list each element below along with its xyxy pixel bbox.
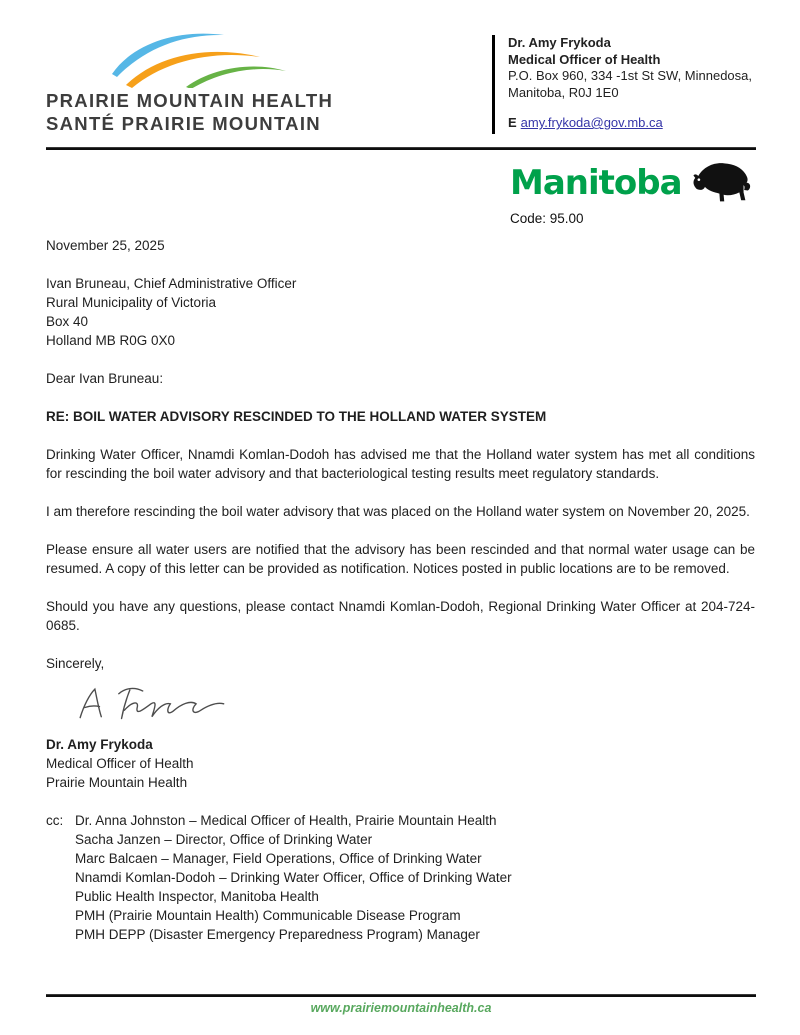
letter-body [0,226,800,944]
paragraph: Should you have any questions, please contact Nnamdi Komlan-Dodoh, Regional Drinking Water Officer at 204-724-0685. [46,599,755,633]
cc-item: Dr. Anna Johnston – Medical Officer of Health, Prairie Mountain Health [75,813,497,828]
cc-item: PMH (Prairie Mountain Health) Communicable Disease Program [75,908,461,923]
cc-section [46,811,755,944]
closing: Sincerely, [46,656,105,671]
code-label: Code: 95.00 [510,211,584,226]
contact-address-line1: P.O. Box 960, 334 -1st St SW, Minnedosa, [508,68,753,83]
pmh-logo-line1: PRAIRIE MOUNTAIN HEALTH [46,90,334,111]
header-divider [46,147,756,150]
cc-item: Nnamdi Komlan-Dodoh – Drinking Water Officer, Office of Drinking Water [75,870,512,885]
signer-title: Medical Officer of Health [46,756,194,771]
recipient-line: Box 40 [46,314,89,329]
manitoba-block [46,156,760,226]
cc-item: Public Health Inspector, Manitoba Health [75,889,319,904]
cc-item: Marc Balcaen – Manager, Field Operations, Office of Drinking Water [75,851,482,866]
contact-name: Dr. Amy Frykoda [508,35,611,50]
signature-image [70,679,232,725]
letter-date: November 25, 2025 [46,238,165,253]
contact-card [492,35,756,134]
contact-title: Medical Officer of Health [508,51,661,67]
bison-icon [688,156,760,210]
pmh-logo-line2: SANTÉ PRAIRIE MOUNTAIN [46,113,321,134]
letterhead [0,0,800,134]
paragraph: I am therefore rescinding the boil water advisory that was placed on the Holland water system on November 20, 2025. [46,504,750,519]
signer-org: Prairie Mountain Health [46,775,188,790]
paragraph: Please ensure all water users are notified that the advisory has been rescinded and that normal water usage can be resumed. A copy of this letter can be provided as notification. Notices posted in public locations are to be removed. [46,542,755,576]
manitoba-wordmark: Manitoba [510,163,682,203]
manitoba-logo [510,156,760,210]
cc-item: Sacha Janzen – Director, Office of Drinking Water [75,832,373,847]
email-link[interactable]: amy.frykoda@gov.mb.ca [520,115,663,130]
contact-address-line2: Manitoba, R0J 1E0 [508,84,619,100]
pmh-arcs-icon [110,28,306,88]
paragraph: Drinking Water Officer, Nnamdi Komlan-Dodoh has advised me that the Holland water system has met all conditions for rescinding the boil water advisory and that bacteriological testing results meet regulatory standards. [46,447,755,481]
recipient-address [46,274,755,350]
signer-name: Dr. Amy Frykoda [46,737,153,752]
recipient-line: Holland MB R0G 0X0 [46,333,176,348]
email-label: E [508,115,517,130]
pmh-logo [46,28,476,134]
cc-label: cc: [46,813,64,828]
cc-item: PMH DEPP (Disaster Emergency Preparedness Program) Manager [75,927,480,942]
recipient-line: Ivan Bruneau, Chief Administrative Officer [46,276,297,291]
salutation: Dear Ivan Bruneau: [46,371,164,386]
footer-divider [46,994,756,997]
contact-email-row [508,115,756,132]
footer-url: www.prairiemountainhealth.ca [310,1001,492,1015]
cc-list [75,811,512,944]
subject-line: RE: BOIL WATER ADVISORY RESCINDED TO THE HOLLAND WATER SYSTEM [46,409,547,424]
page-footer [46,994,756,1015]
recipient-line: Rural Municipality of Victoria [46,295,217,310]
signer-block [46,735,755,792]
